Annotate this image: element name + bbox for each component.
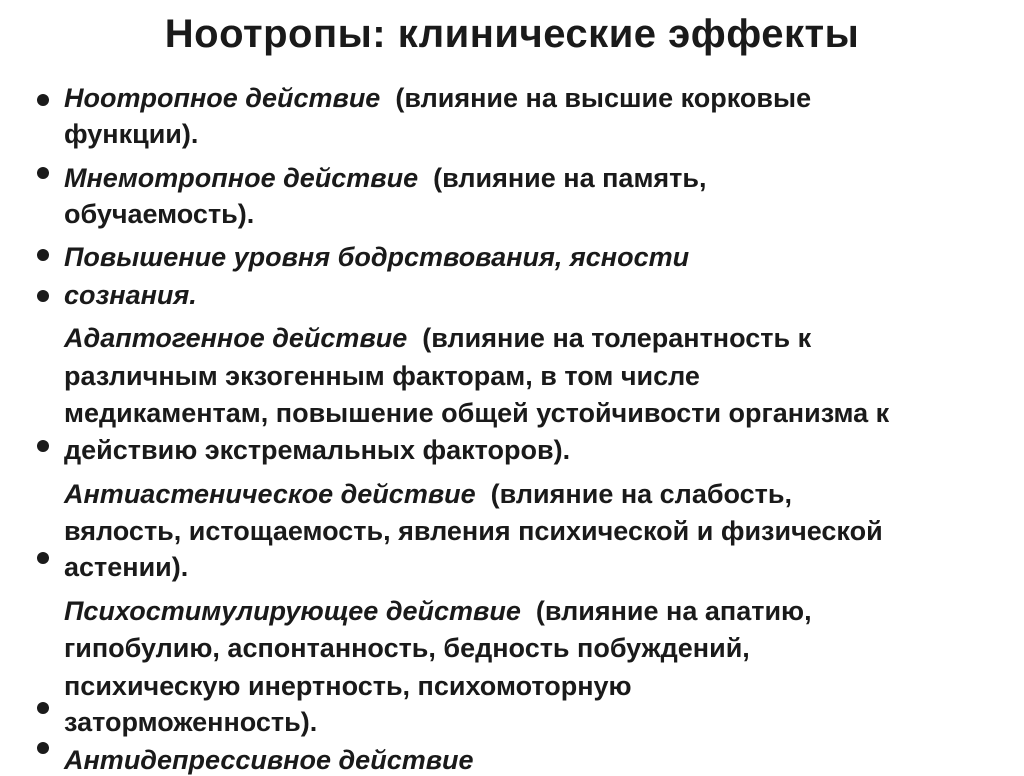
list-item-continuation: заторможенность). [64,707,318,737]
list-item-antiasthenic [64,478,792,510]
list-item-continuation: гипобулию, аспонтанность, бедность побуждений, [64,633,750,663]
list-item-continuation: действию экстремальных факторов). [64,435,571,465]
effect-description: (влияние на память, [433,163,707,193]
slide-title: Ноотропы: клинические эффекты [164,12,860,56]
bullet-icon [37,290,49,302]
bullet-icon [37,742,49,754]
list-item-continuation: различным экзогенным факторам, в том числе [64,361,700,391]
list-item-consciousness: сознания. [64,280,197,310]
effect-term: Адаптогенное действие [64,323,408,353]
effect-term: Психостимулирующее действие [64,596,521,626]
list-item-continuation: функции). [64,119,199,149]
effect-description: (влияние на толерантность к [422,323,812,353]
effect-term: Ноотропное действие [64,83,381,113]
bullet-icon [37,167,49,179]
effect-description: (влияние на высшие корковые [395,83,812,113]
list-item-continuation: обучаемость). [64,199,255,229]
list-item-adaptogenic [64,322,811,354]
list-item-continuation: вялость, истощаемость, явления психической и физической [64,516,883,546]
list-item-continuation: психическую инертность, психомоторную [64,671,632,701]
list-item-psychostimulant [64,595,812,627]
effect-description: (влияние на апатию, [535,596,812,626]
list-item-wakefulness: Повышение уровня бодрствования, ясности [64,242,690,272]
list-item-mnemotropic [64,162,707,194]
list-item-continuation: медикаментам, повышение общей устойчивости организма к [64,398,890,428]
bullet-icon [37,249,49,261]
effect-term: Антиастеническое действие [64,479,476,509]
effect-term: Мнемотропное действие [64,163,419,193]
list-item-nootropic [64,82,811,114]
bullet-icon [37,94,49,106]
effect-description: (влияние на слабость, [490,479,792,509]
bullet-icon [37,552,49,564]
bullet-icon [37,702,49,714]
list-item-continuation: астении). [64,552,189,582]
bullet-icon [37,440,49,452]
list-item-antidepressant: Антидепрессивное действие [64,745,474,775]
